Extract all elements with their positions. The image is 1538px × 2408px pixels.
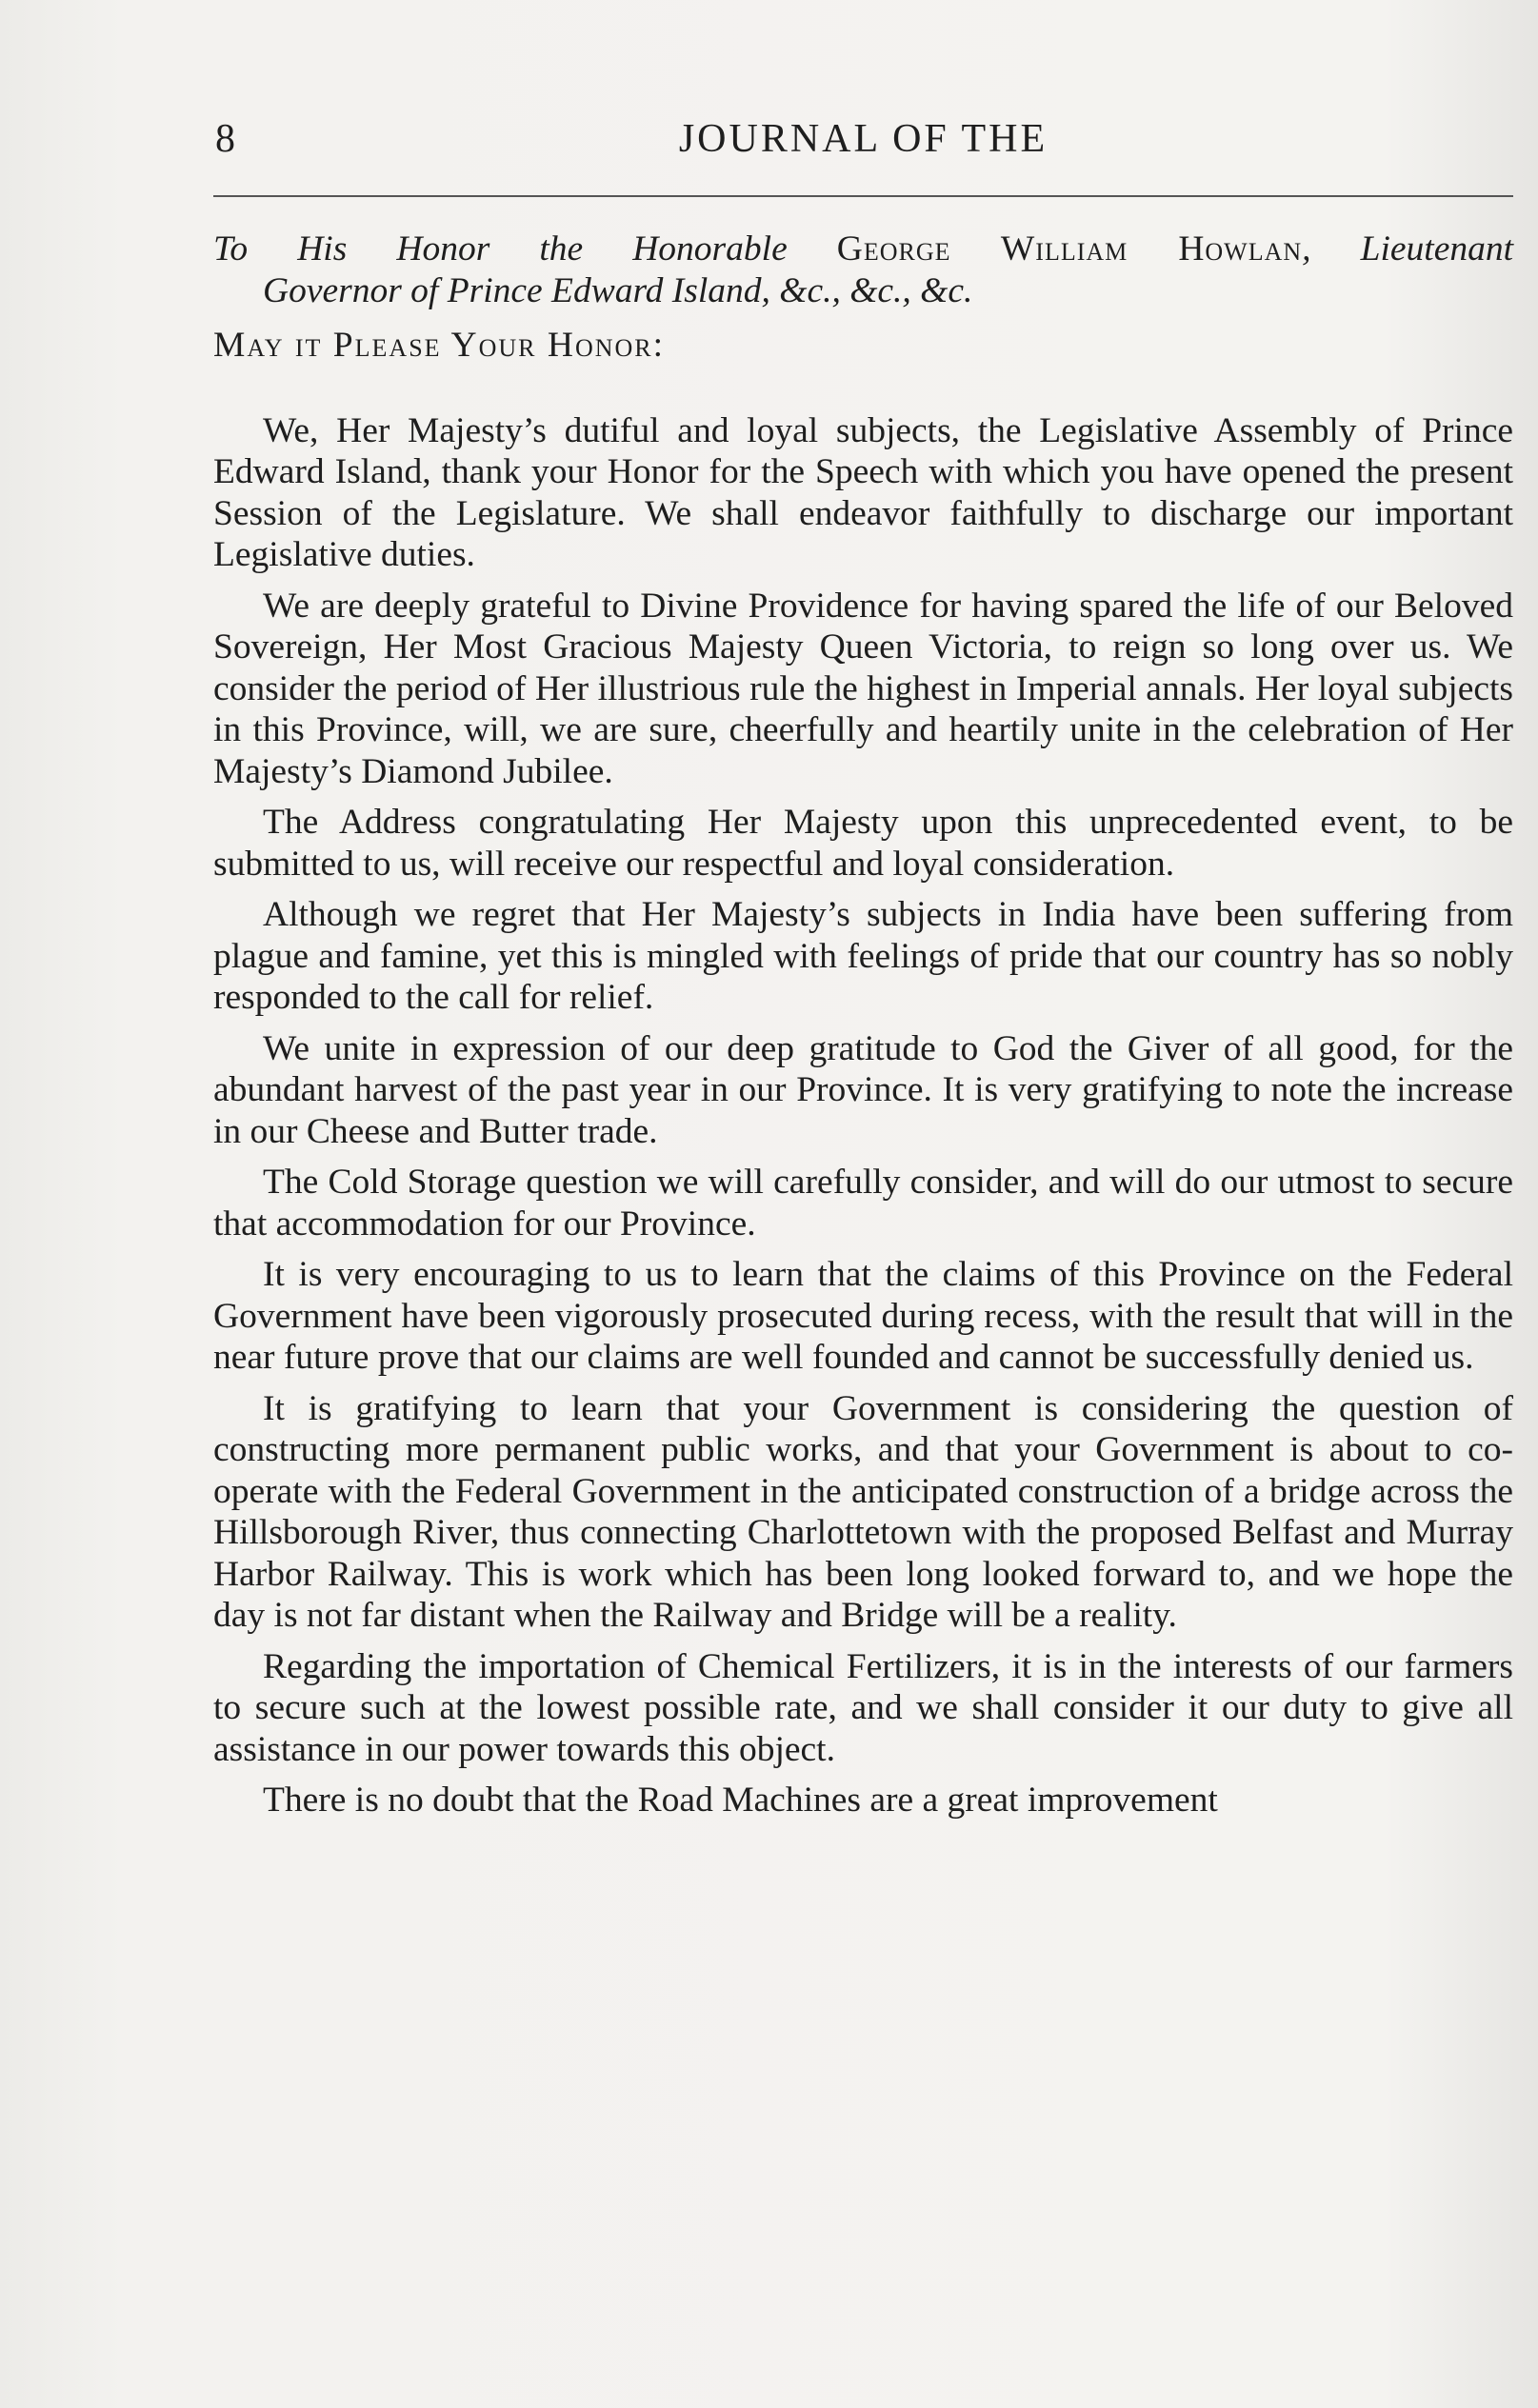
paragraph-road-machines: There is no doubt that the Road Machines are a great improvement: [263, 1781, 1218, 1820]
paragraph-fertilizers: Regarding the importation of Chemical Fertilizers, it is in the interests of our farmers to secure such at the lowest possible rate, and we shall consider it our duty to give all assistance in our power towards this object.: [213, 1646, 1513, 1769]
page-number: 8: [215, 117, 235, 161]
address-role-line-1: , Lieutenant: [1302, 229, 1514, 269]
paragraph-cold-storage: The Cold Storage question we will carefully consider, and will do our utmost to secure that accommodation for our Province.: [213, 1163, 1513, 1244]
address-name: George William Howlan: [836, 229, 1303, 269]
paragraph-india-famine: Although we regret that Her Majesty’s subjects in India have been suffering from plague and famine, yet this is mingled with feelings of pride that our country has so nobly responded to the call for relief.: [213, 895, 1513, 1017]
header-rule: [213, 195, 1513, 197]
running-title: JOURNAL OF THE: [678, 117, 1049, 161]
paragraph-queen-victoria: We are deeply grateful to Divine Providence for having spared the life of our Beloved Sovereign, Her Most Gracious Majesty Queen Victoria, to reign so long over us. We consider the period of Her illustrious rule the highest in Imperial annals. Her loyal subjects in this Province, will, we are sure, cheerfully and heartily unite in the celebration of Her Majesty’s Diamond Jubilee.: [213, 586, 1513, 791]
address-role-line-2: Governor of Prince Edward Island, &c., &c., &c.: [263, 270, 973, 310]
page-header: [213, 116, 1513, 173]
paragraph-address-congratulating: The Address congratulating Her Majesty upon this unprecedented event, to be submitted to us, will receive our respectful and loyal consideration.: [213, 803, 1513, 884]
paragraph-reply-speech: We, Her Majesty’s dutiful and loyal subjects, the Legislative Assembly of Prince Edward Island, thank your Honor for the Speech with which you have opened the present Session of the Legislature. We shall endeavor faithfully to discharge our important Legislative duties.: [213, 410, 1513, 574]
page-body: [213, 229, 1513, 1821]
paragraph-public-works: It is gratifying to learn that your Government is considering the question of constructing more permanent public works, and that your Government is about to co-operate with the Federal Government in the anticipated construction of a bridge across the Hillsborough River, thus connecting Charlottetown with the proposed Belfast and Murray Harbor Railway. This is work which has been long looked forward to, and we hope the day is not far distant when the Railway and Bridge will be a reality.: [213, 1388, 1513, 1635]
paragraph-federal-claims: It is very encouraging to us to learn that the claims of this Province on the Federal Government have been vigorously prosecuted during recess, with the result that will in the near future prove that our claims are well founded and cannot be successfully denied us.: [213, 1255, 1513, 1377]
paragraph-harvest: We unite in expression of our deep gratitude to God the Giver of all good, for the abundant harvest of the past year in our Province. It is very gratifying to note the increase in our Cheese and Butter trade.: [213, 1028, 1513, 1151]
address-to: To His Honor the Honorable: [213, 229, 788, 269]
address-line-1: [213, 229, 1513, 270]
address-heading: [213, 229, 1513, 311]
salutation: May it Please Your Honor:: [213, 326, 666, 365]
